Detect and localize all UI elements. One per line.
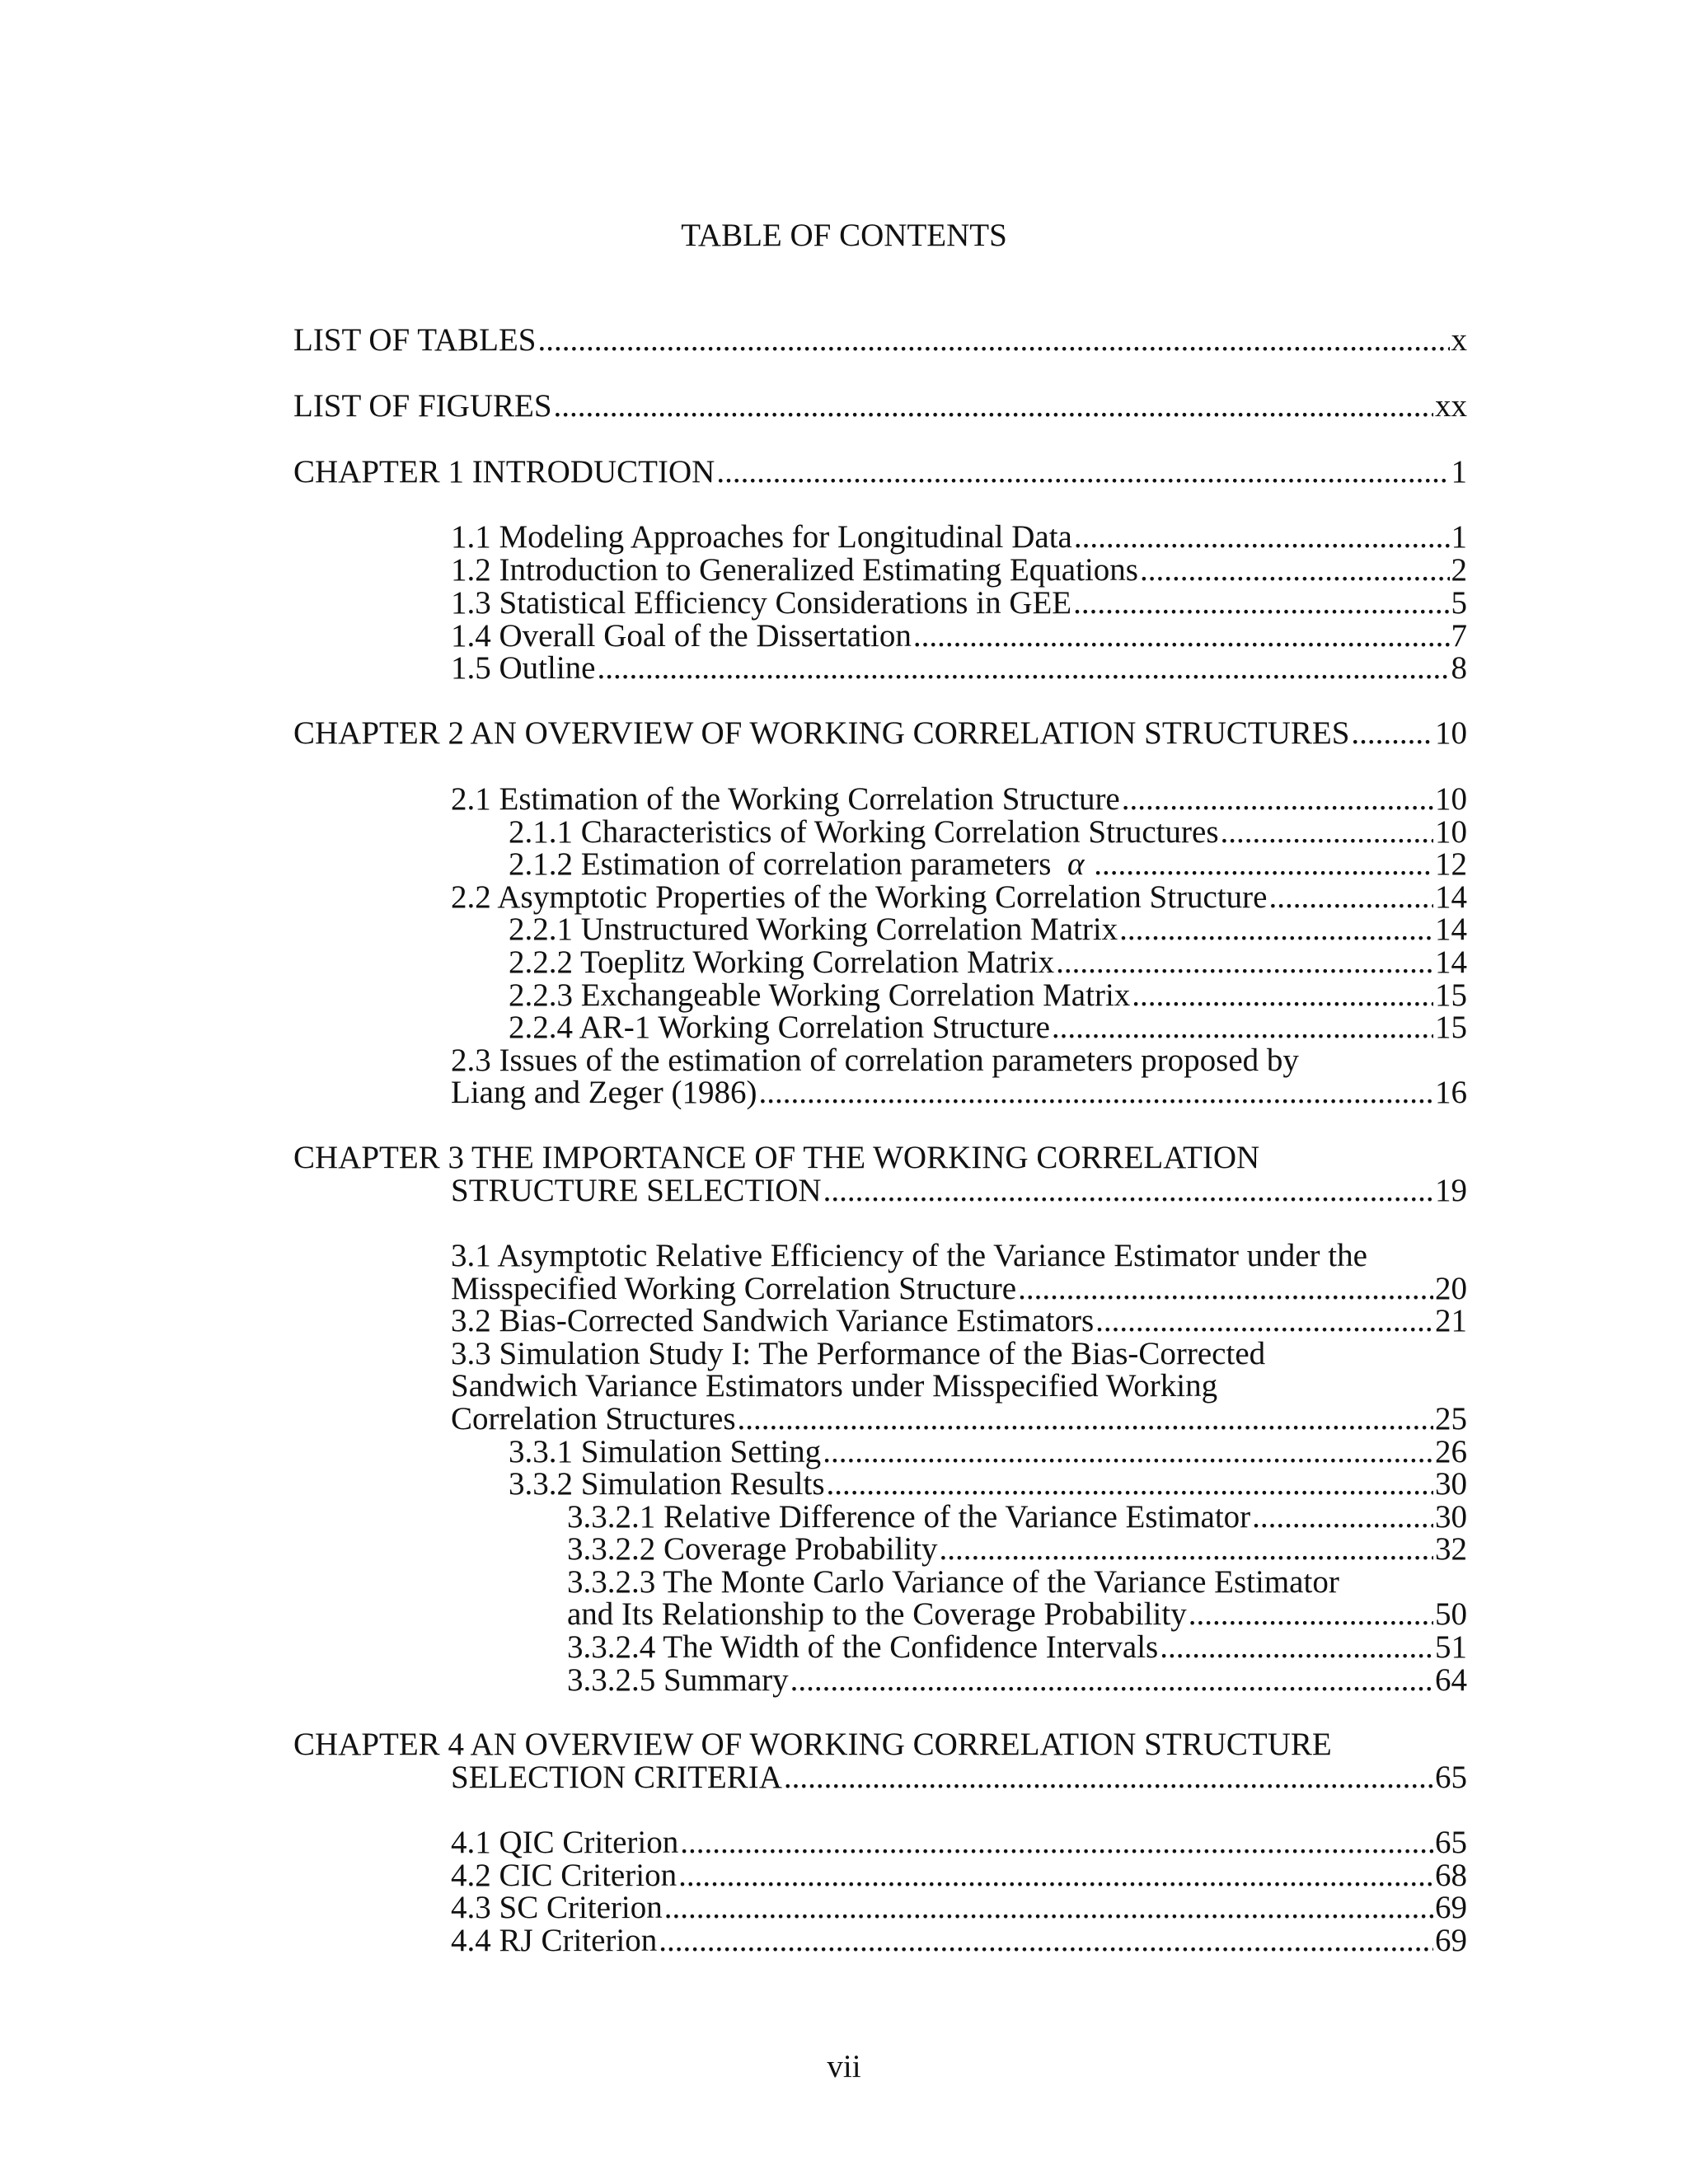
toc-entry-page: 15 — [1435, 1010, 1467, 1045]
toc-entry-label: 3.3.2.1 Relative Difference of the Variance Estimator — [567, 1499, 1251, 1535]
toc-subsubsection-entry[interactable] — [567, 1501, 1467, 1534]
toc-section-entry[interactable] — [451, 652, 1467, 685]
dot-leader — [940, 1533, 1433, 1566]
toc-entry-label-line: 2.3 Issues of the estimation of correlation parameters proposed by — [451, 1043, 1299, 1078]
toc-entry-label: CHAPTER 2 AN OVERVIEW OF WORKING CORRELATION STRUCTURES — [293, 715, 1350, 751]
toc-subsection-entry[interactable] — [509, 816, 1467, 849]
toc-chapter-entry[interactable] — [293, 717, 1467, 750]
toc-entry-label: 2.2.3 Exchangeable Working Correlation Matrix — [509, 977, 1131, 1013]
toc-entry-label: LIST OF TABLES — [293, 322, 537, 358]
toc-entry-label: 3.3.1 Simulation Setting — [509, 1434, 822, 1469]
toc-entry-label: 3.3.2.4 The Width of the Confidence Intervals — [567, 1629, 1159, 1665]
page-number: vii — [827, 2049, 861, 2084]
toc-entry-page: 21 — [1435, 1303, 1467, 1338]
toc-section-entry[interactable] — [451, 783, 1467, 816]
toc-entry-page: 5 — [1451, 585, 1467, 621]
toc-entry-page: 30 — [1435, 1466, 1467, 1502]
toc-subsection-entry[interactable] — [509, 979, 1467, 1012]
toc-entry-page: 10 — [1435, 781, 1467, 817]
dot-leader — [823, 1174, 1433, 1207]
toc-entry-label: 4.3 SC Criterion — [451, 1890, 663, 1925]
toc-entry-label: 2.1.2 Estimation of correlation parameters — [509, 846, 1052, 882]
toc-entry-page: 12 — [1435, 846, 1467, 882]
toc-entry-label-line: 3.1 Asymptotic Relative Efficiency of the Variance Estimator under the — [451, 1238, 1367, 1273]
toc-section-entry[interactable] — [451, 587, 1467, 620]
toc-entry-label: CHAPTER 1 INTRODUCTION — [293, 454, 715, 490]
toc-entry-label: 4.1 QIC Criterion — [451, 1825, 679, 1860]
toc-entry-page: 32 — [1435, 1531, 1467, 1567]
dot-leader — [1052, 1011, 1433, 1044]
toc-entry-page: 65 — [1435, 1760, 1467, 1795]
toc-section-entry[interactable] — [451, 1403, 1467, 1436]
toc-entry-page: 14 — [1435, 912, 1467, 947]
toc-entry-page: 8 — [1451, 650, 1467, 686]
toc-entry-page: 15 — [1435, 977, 1467, 1013]
toc-entry-page: x — [1451, 322, 1467, 358]
dot-leader — [1160, 1631, 1433, 1664]
toc-entry-label: 2.2 Asymptotic Properties of the Working Correlation Structure — [451, 879, 1268, 915]
toc-entry-page: 68 — [1435, 1858, 1467, 1893]
toc-subsubsection-entry[interactable] — [567, 1533, 1467, 1566]
toc-subsection-entry[interactable] — [509, 1436, 1467, 1469]
toc-entry-page: 69 — [1435, 1923, 1467, 1958]
toc-entry-label: 2.2.1 Unstructured Working Correlation Matrix — [509, 912, 1118, 947]
dot-leader — [827, 1468, 1433, 1501]
dot-leader — [1119, 913, 1433, 946]
toc-entry-label: 1.4 Overall Goal of the Dissertation — [451, 618, 912, 654]
dot-leader — [1268, 881, 1433, 914]
dot-leader — [758, 1076, 1433, 1109]
toc-subsection-entry[interactable] — [509, 913, 1467, 946]
toc-entry-label: 4.4 RJ Criterion — [451, 1923, 658, 1958]
toc-entry-page: 2 — [1451, 552, 1467, 588]
toc-entry-label: and Its Relationship to the Coverage Probability — [567, 1596, 1187, 1632]
toc-chapter-entry[interactable] — [293, 456, 1467, 489]
dot-leader — [784, 1761, 1433, 1794]
toc-entry-label: Misspecified Working Correlation Structure — [451, 1271, 1017, 1306]
page-title: TABLE OF CONTENTS — [681, 218, 1007, 253]
dot-leader — [1122, 783, 1433, 816]
toc-chapter-entry[interactable] — [451, 1761, 1467, 1794]
toc-entry-label: Correlation Structures — [451, 1401, 736, 1436]
toc-entry-page: 1 — [1451, 454, 1467, 490]
toc-subsubsection-entry[interactable] — [567, 1664, 1467, 1697]
toc-entry-label: 2.1 Estimation of the Working Correlation Structure — [451, 781, 1120, 817]
toc-entry-label: 3.3.2 Simulation Results — [509, 1466, 825, 1502]
toc-entry-page: 30 — [1435, 1499, 1467, 1535]
dot-leader — [678, 1859, 1433, 1892]
toc-entry-page: 10 — [1435, 715, 1467, 751]
dot-leader — [659, 1924, 1433, 1957]
toc-entry[interactable] — [293, 324, 1467, 357]
toc-entry-page: 65 — [1435, 1825, 1467, 1860]
toc-chapter-label-line: CHAPTER 3 THE IMPORTANCE OF THE WORKING CORRELATION — [293, 1140, 1260, 1175]
toc-subsection-entry[interactable] — [509, 1011, 1467, 1044]
toc-subsection-entry[interactable] — [509, 1468, 1467, 1501]
toc-entry-page: 1 — [1451, 519, 1467, 555]
toc-entry-page: 51 — [1435, 1629, 1467, 1665]
dot-leader — [738, 1403, 1434, 1436]
toc-entry-label: LIST OF FIGURES — [293, 388, 552, 424]
dot-leader — [1221, 816, 1433, 849]
toc-entry-label: 1.5 Outline — [451, 650, 596, 686]
toc-section-entry[interactable] — [451, 554, 1467, 587]
dot-leader — [823, 1436, 1433, 1469]
dot-leader — [790, 1664, 1433, 1697]
toc-chapter-entry[interactable] — [451, 1174, 1467, 1207]
toc-entry-label: STRUCTURE SELECTION — [451, 1173, 822, 1208]
toc-entry[interactable] — [293, 390, 1467, 423]
toc-subsubsection-entry[interactable] — [567, 1631, 1467, 1664]
toc-entry-label: 1.2 Introduction to Generalized Estimating Equations — [451, 552, 1138, 588]
toc-section-entry[interactable] — [451, 1272, 1467, 1305]
dot-leader — [537, 324, 1449, 357]
toc-entry-label-line: 3.3.2.3 The Monte Carlo Variance of the Variance Estimator — [567, 1564, 1339, 1600]
toc-entry-label: 3.3.2.2 Coverage Probability — [567, 1531, 938, 1567]
dot-leader — [1018, 1272, 1433, 1305]
toc-entry-page: 14 — [1435, 944, 1467, 980]
toc-section-entry[interactable] — [451, 1305, 1467, 1338]
toc-entry-label-line: 3.3 Simulation Study I: The Performance of the Bias-Corrected — [451, 1336, 1266, 1371]
toc-entry-page: 64 — [1435, 1662, 1467, 1698]
toc-subsubsection-entry[interactable] — [567, 1598, 1467, 1631]
dot-leader — [1189, 1598, 1433, 1631]
dot-leader — [1132, 979, 1433, 1012]
dot-leader — [1094, 848, 1433, 881]
toc-entry-page: 19 — [1435, 1173, 1467, 1208]
toc-entry-label: 3.3.2.5 Summary — [567, 1662, 789, 1698]
dot-leader — [1351, 717, 1433, 750]
dot-leader — [1252, 1501, 1433, 1534]
toc-entry-label: Liang and Zeger (1986) — [451, 1075, 757, 1110]
dot-leader — [1073, 587, 1449, 620]
toc-section-entry[interactable] — [451, 521, 1467, 554]
dot-leader — [716, 456, 1449, 489]
toc-section-entry[interactable] — [451, 1076, 1467, 1109]
dot-leader — [680, 1826, 1433, 1859]
toc-entry-page: 26 — [1435, 1434, 1467, 1469]
toc-entry-page: 16 — [1435, 1075, 1467, 1110]
toc-entry-label: 4.2 CIC Criterion — [451, 1858, 678, 1893]
dot-leader — [1140, 554, 1450, 587]
toc-entry-page: 7 — [1451, 618, 1467, 654]
dot-leader — [1074, 521, 1450, 554]
toc-entry-page: 20 — [1435, 1271, 1467, 1306]
dot-leader — [554, 390, 1433, 423]
toc-section-entry[interactable] — [451, 1891, 1467, 1924]
toc-entry-page: 14 — [1435, 879, 1467, 915]
toc-entry-label: 1.3 Statistical Efficiency Considerations in GEE — [451, 585, 1072, 621]
toc-entry-label: 2.2.2 Toeplitz Working Correlation Matrix — [509, 944, 1055, 980]
toc-section-entry[interactable] — [451, 620, 1467, 653]
toc-entry-page: 25 — [1435, 1401, 1467, 1436]
dot-leader — [597, 652, 1449, 685]
toc-entry-page: 69 — [1435, 1890, 1467, 1925]
dot-leader — [1095, 1305, 1433, 1338]
toc-entry-label: SELECTION CRITERIA — [451, 1760, 782, 1795]
toc-entry-label: 3.2 Bias-Corrected Sandwich Variance Estimators — [451, 1303, 1095, 1338]
toc-section-entry[interactable] — [451, 1826, 1467, 1859]
toc-section-entry[interactable] — [451, 881, 1467, 914]
toc-entry-label: 1.1 Modeling Approaches for Longitudinal Data — [451, 519, 1072, 555]
toc-entry-page: xx — [1435, 388, 1467, 424]
toc-section-entry[interactable] — [451, 1859, 1467, 1892]
toc-entry-page: 10 — [1435, 814, 1467, 850]
alpha-symbol: α — [1067, 846, 1085, 882]
toc-entry-page: 50 — [1435, 1596, 1467, 1632]
toc-entry-label-line: Sandwich Variance Estimators under Misspecified Working — [451, 1368, 1218, 1404]
dot-leader — [664, 1891, 1433, 1924]
toc-subsection-entry[interactable] — [509, 848, 1467, 881]
toc-entry-label: 2.2.4 AR-1 Working Correlation Structure — [509, 1010, 1050, 1045]
toc-section-entry[interactable] — [451, 1924, 1467, 1957]
dot-leader — [913, 620, 1450, 653]
toc-subsection-entry[interactable] — [509, 946, 1467, 979]
toc-chapter-label-line: CHAPTER 4 AN OVERVIEW OF WORKING CORRELATION STRUCTURE — [293, 1727, 1332, 1762]
toc-entry-label: 2.1.1 Characteristics of Working Correlation Structures — [509, 814, 1219, 850]
dot-leader — [1056, 946, 1433, 979]
